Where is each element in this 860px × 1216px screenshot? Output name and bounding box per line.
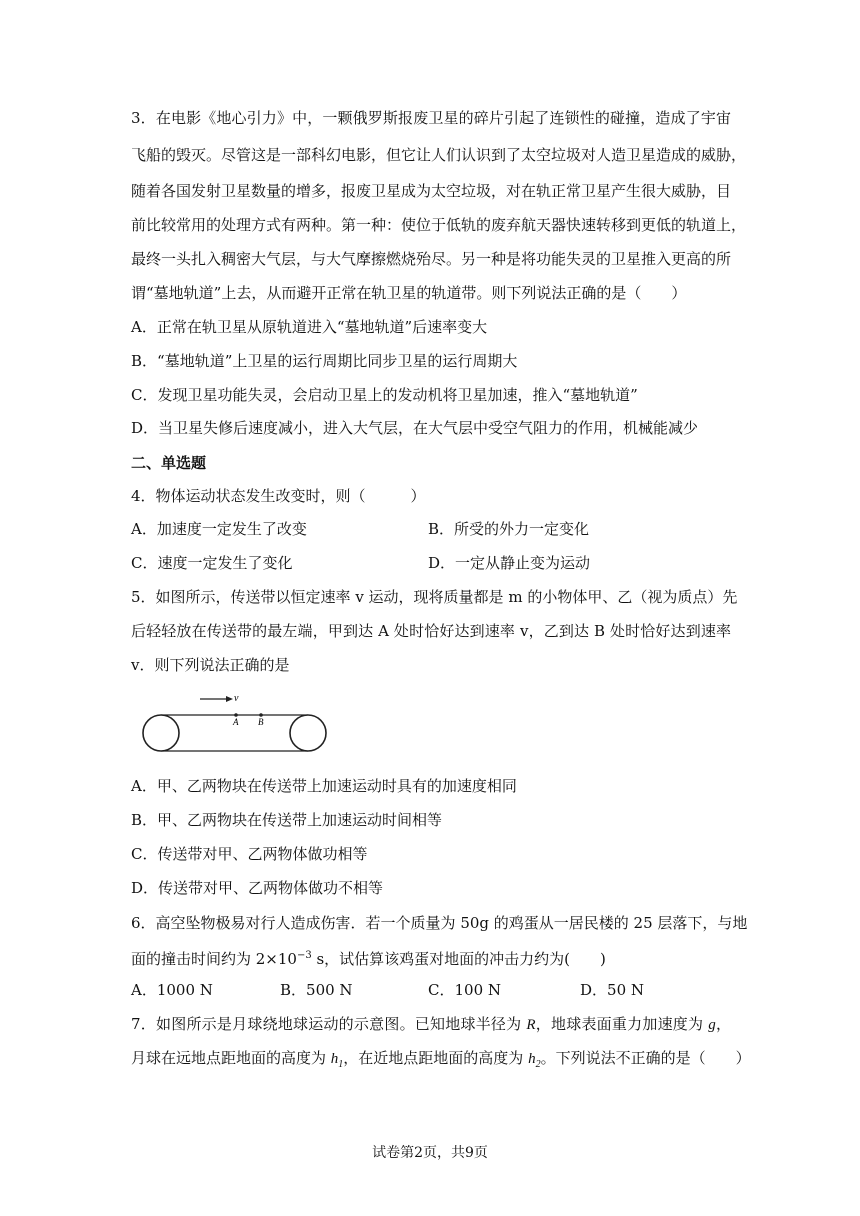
q6-line-2-post: s，试估算该鸡蛋对地面的冲击力约为( ) xyxy=(311,950,606,968)
q5-option-c: C．传送带对甲、乙两物体做功相等 xyxy=(131,845,368,863)
q6-option-a: A．1000 N xyxy=(131,981,213,999)
q7-line-2-a: 月球在远地点距地面的高度为 xyxy=(131,1049,331,1067)
q7-line-1-c: ， xyxy=(715,1015,731,1033)
q7-line-2-c: 。下列说法不正确的是（ ） xyxy=(540,1049,751,1067)
q3-line-3: 随着各国发射卫星数量的增多，报废卫星成为太空垃圾，对在轨正常卫星产生很大威胁，目 xyxy=(131,182,732,200)
q4-option-c: C．速度一定发生了变化 xyxy=(131,554,293,572)
q3-option-a: A．正常在轨卫星从原轨道进入“墓地轨道”后速率变大 xyxy=(131,318,488,336)
q3-line-1: 3．在电影《地心引力》中，一颗俄罗斯报废卫星的碎片引起了连锁性的碰撞，造成了宇宙 xyxy=(131,109,731,127)
q3-option-c: C．发现卫星功能失灵，会启动卫星上的发动机将卫星加速，推入“墓地轨道” xyxy=(131,386,638,404)
q3-line-2: 飞船的毁灭。尽管这是一部科幻电影，但它让人们认识到了太空垃圾对人造卫星造成的威胁， xyxy=(131,146,747,164)
q4-stem: 4．物体运动状态发生改变时，则（ ） xyxy=(131,487,426,505)
q6-line-2 xyxy=(131,946,606,969)
q7-line-2-b: ，在近地点距地面的高度为 xyxy=(343,1049,529,1067)
q7-line-1 xyxy=(131,1014,731,1035)
q6-line-2-pre: 面的撞击时间约为 2×10 xyxy=(131,950,297,968)
q7-line-2 xyxy=(131,1048,751,1075)
q5-option-d: D．传送带对甲、乙两物体做功不相等 xyxy=(131,879,384,897)
q4-option-b: B．所受的外力一定变化 xyxy=(428,520,590,538)
point-a-label: A xyxy=(233,717,239,727)
q6-option-b: B．500 N xyxy=(280,981,353,999)
q5-option-a: A．甲、乙两物块在传送带上加速运动时具有的加速度相同 xyxy=(131,777,517,795)
point-b-label: B xyxy=(258,717,264,727)
q6-option-c: C．100 N xyxy=(428,981,502,999)
q6-option-d: D．50 N xyxy=(580,981,645,999)
q7-line-1-b: ，地球表面重力加速度为 xyxy=(535,1015,709,1033)
q4-option-d: D．一定从静止变为运动 xyxy=(428,554,591,572)
q4-option-a: A．加速度一定发生了改变 xyxy=(131,520,307,538)
velocity-arrow xyxy=(200,696,233,702)
right-pulley xyxy=(290,715,326,751)
q3-line-5: 最终一头扎入稠密大气层，与大气摩擦燃烧殆尽。另一种是将功能失灵的卫星推入更高的所 xyxy=(131,250,732,268)
q3-line-4: 前比较常用的处理方式有两种。第一种：使位于低轨的废弃航天器快速转移到更低的轨道上， xyxy=(131,216,747,234)
gravity-symbol: g xyxy=(708,1017,716,1033)
h2-symbol: h xyxy=(528,1051,536,1067)
h2-subscript: 2 xyxy=(535,1059,541,1070)
q3-line-6: 谓“墓地轨道”上去，从而避开正常在轨卫星的轨道带。则下列说法正确的是（ ） xyxy=(131,284,687,302)
earth-radius-symbol: R xyxy=(526,1017,536,1033)
q5-line-2: 后轻轻放在传送带的最左端，甲到达 A 处时恰好达到速率 v，乙到达 B 处时恰好达到速率 xyxy=(131,622,731,640)
conveyor-belt-figure xyxy=(138,688,334,760)
q6-exponent: −3 xyxy=(296,950,312,961)
q3-option-d: D．当卫星失修后速度减小，进入大气层，在大气层中受空气阻力的作用，机械能减少 xyxy=(131,419,699,437)
section-title: 二、单选题 xyxy=(131,454,207,472)
q5-line-1: 5．如图所示，传送带以恒定速率 v 运动，现将质量都是 m 的小物体甲、乙（视为质点）先 xyxy=(131,588,738,606)
q6-line-1: 6．高空坠物极易对行人造成伤害．若一个质量为 50g 的鸡蛋从一居民楼的 25 层落下，与地 xyxy=(131,914,748,932)
h1-subscript: 1 xyxy=(338,1059,344,1070)
q3-option-b: B．“墓地轨道”上卫星的运行周期比同步卫星的运行周期大 xyxy=(131,352,518,370)
q5-option-b: B．甲、乙两物块在传送带上加速运动时间相等 xyxy=(131,811,443,829)
q7-line-1-a: 7．如图所示是月球绕地球运动的示意图。已知地球半径为 xyxy=(131,1015,527,1033)
left-pulley xyxy=(143,715,179,751)
velocity-label: v xyxy=(234,693,239,704)
page-footer: 试卷第2页，共9页 xyxy=(372,1145,488,1161)
h1-symbol: h xyxy=(330,1051,339,1067)
q5-line-3: v．则下列说法正确的是 xyxy=(131,656,290,674)
